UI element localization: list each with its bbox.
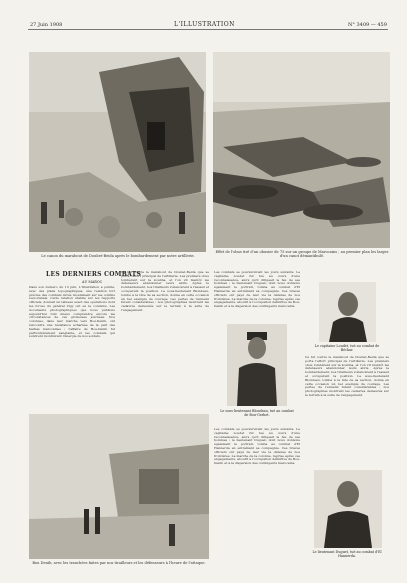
caption-bou-denib: Bou Denib, avec les tranchées faites par nos tirailleurs et les défenseurs à l'heure de l'attaque. xyxy=(32,561,206,565)
page-number: N° 3409 — 459 xyxy=(348,22,387,28)
portrait-blondeau xyxy=(227,324,287,406)
article-column-1: Dans son numéro du 13 juin, L'Illustration a publié, avec des plans topographiques, une relation fort précise des combats livrés récemment sur les confins sud-oranais. Cette relation établie sur les rapports officiels, donnait un tableau exact des opérations dont les forces du général Vigy ont eu la conduite. Les documents photographiques que nous publions aujourd'hui font mieux comprendre encore les circonstances de ces glorieuses journées. Nos colonnes, dans leur marche vers Bou-Denib, ont rencontré une résistance acharnée de la part des harkas marocaines ; l'affaire de Bou-Denib fut particulièrement sanglante, et les combats qui suivirent montrèrent l'énergie de nos soldats. xyxy=(29,286,115,339)
header-rule xyxy=(28,29,388,30)
portrait-duguet xyxy=(314,470,382,548)
photo-marabout xyxy=(29,52,206,252)
photo-bou-denib xyxy=(29,414,209,559)
article-column-3-bottom: Les combats se poursuivirent les jours suivants. Le capitaine Loudet fut tué au cours d'une reconnaissance, alors qu'il dirigeait le feu de ses hommes ; le lieutenant Duguet, dont nous donnons également le portrait, tomba au combat d'El Hannerda en entraînant sa compagnie. Ces braves officiers ont payé de leur vie la défense de nos frontières. La marche de la colonne, reprise après ces engagements, aboutit à l'occupation définitive de Bou-Denib et à la dispersion des contingents marocains. xyxy=(214,428,300,466)
issue-date: 27 Juin 1908 xyxy=(30,22,63,28)
article-column-4: Ce fut contre le marabout de Doubet-Beida que se porta l'effort principal de l'artillerie. Les premiers obus tombèrent sur la koubba, et l'on vit bientôt les défenseurs abandonner leurs abris. Après le bombardement, nos tirailleurs s'élancèrent à l'assaut et occupèrent la position. Le sous-lieutenant Blondeau, tombé à la tête de sa section, donna en cette occasion un bel exemple de courage. Les pertes de l'ennemi furent considérables ; nos photographies montrent les cadavres demeurés sur le terrain à la suite de l'engagement. xyxy=(305,356,389,397)
article-subtitle: AU MAROC xyxy=(82,280,103,284)
journal-title: L'ILLUSTRATION xyxy=(174,21,235,28)
article-column-3-top: Les combats se poursuivirent les jours suivants. Le capitaine Loudet fut tué au cours d'une reconnaissance, alors qu'il dirigeait le feu de ses hommes ; le lieutenant Duguet, dont nous donnons également le portrait, tomba au combat d'El Hannerda en entraînant sa compagnie. Ces braves officiers ont payé de leur vie la défense de nos frontières. La marche de la colonne, reprise après ces engagements, aboutit à l'occupation définitive de Bou-Denib et à la dispersion des contingents marocains. xyxy=(214,271,300,309)
caption-loudet: Le capitaine Loudet, tué au combat de Béchar. xyxy=(314,344,380,352)
photo-marocains xyxy=(213,52,390,248)
caption-photo-marocains: Effet de l'obus tiré d'un obusier de 75 sur un groupe de Marocains ; au premier plan les larges d'un canot démantibulé. xyxy=(215,250,389,258)
article-column-2: Ce fut contre le marabout de Doubet-Beida que se porta l'effort principal de l'artillerie. Les premiers obus tombèrent sur la koubba, et l'on vit bientôt les défenseurs abandonner leurs abris. Après le bombardement, nos tirailleurs s'élancèrent à l'assaut et occupèrent la position. Le sous-lieutenant Blondeau, tombé à la tête de sa section, donna en cette occasion un bel exemple de courage. Les pertes de l'ennemi furent considérables ; nos photographies montrent les cadavres demeurés sur le terrain à la suite de l'engagement. xyxy=(121,271,209,312)
portrait-loudet xyxy=(319,282,376,342)
caption-duguet: Le lieutenant Duguet, tué au combat d'El Hannerda. xyxy=(312,550,382,558)
caption-photo-marabout: Le canon du marabout de Doubet-Beida après le bombardement par notre artillerie. xyxy=(41,254,195,258)
article-title: LES DERNIERS COMBATS xyxy=(46,271,142,278)
caption-blondeau: Le sous-lieutenant Blondeau, tué au combat de Bou-Gerhet. xyxy=(220,409,294,417)
